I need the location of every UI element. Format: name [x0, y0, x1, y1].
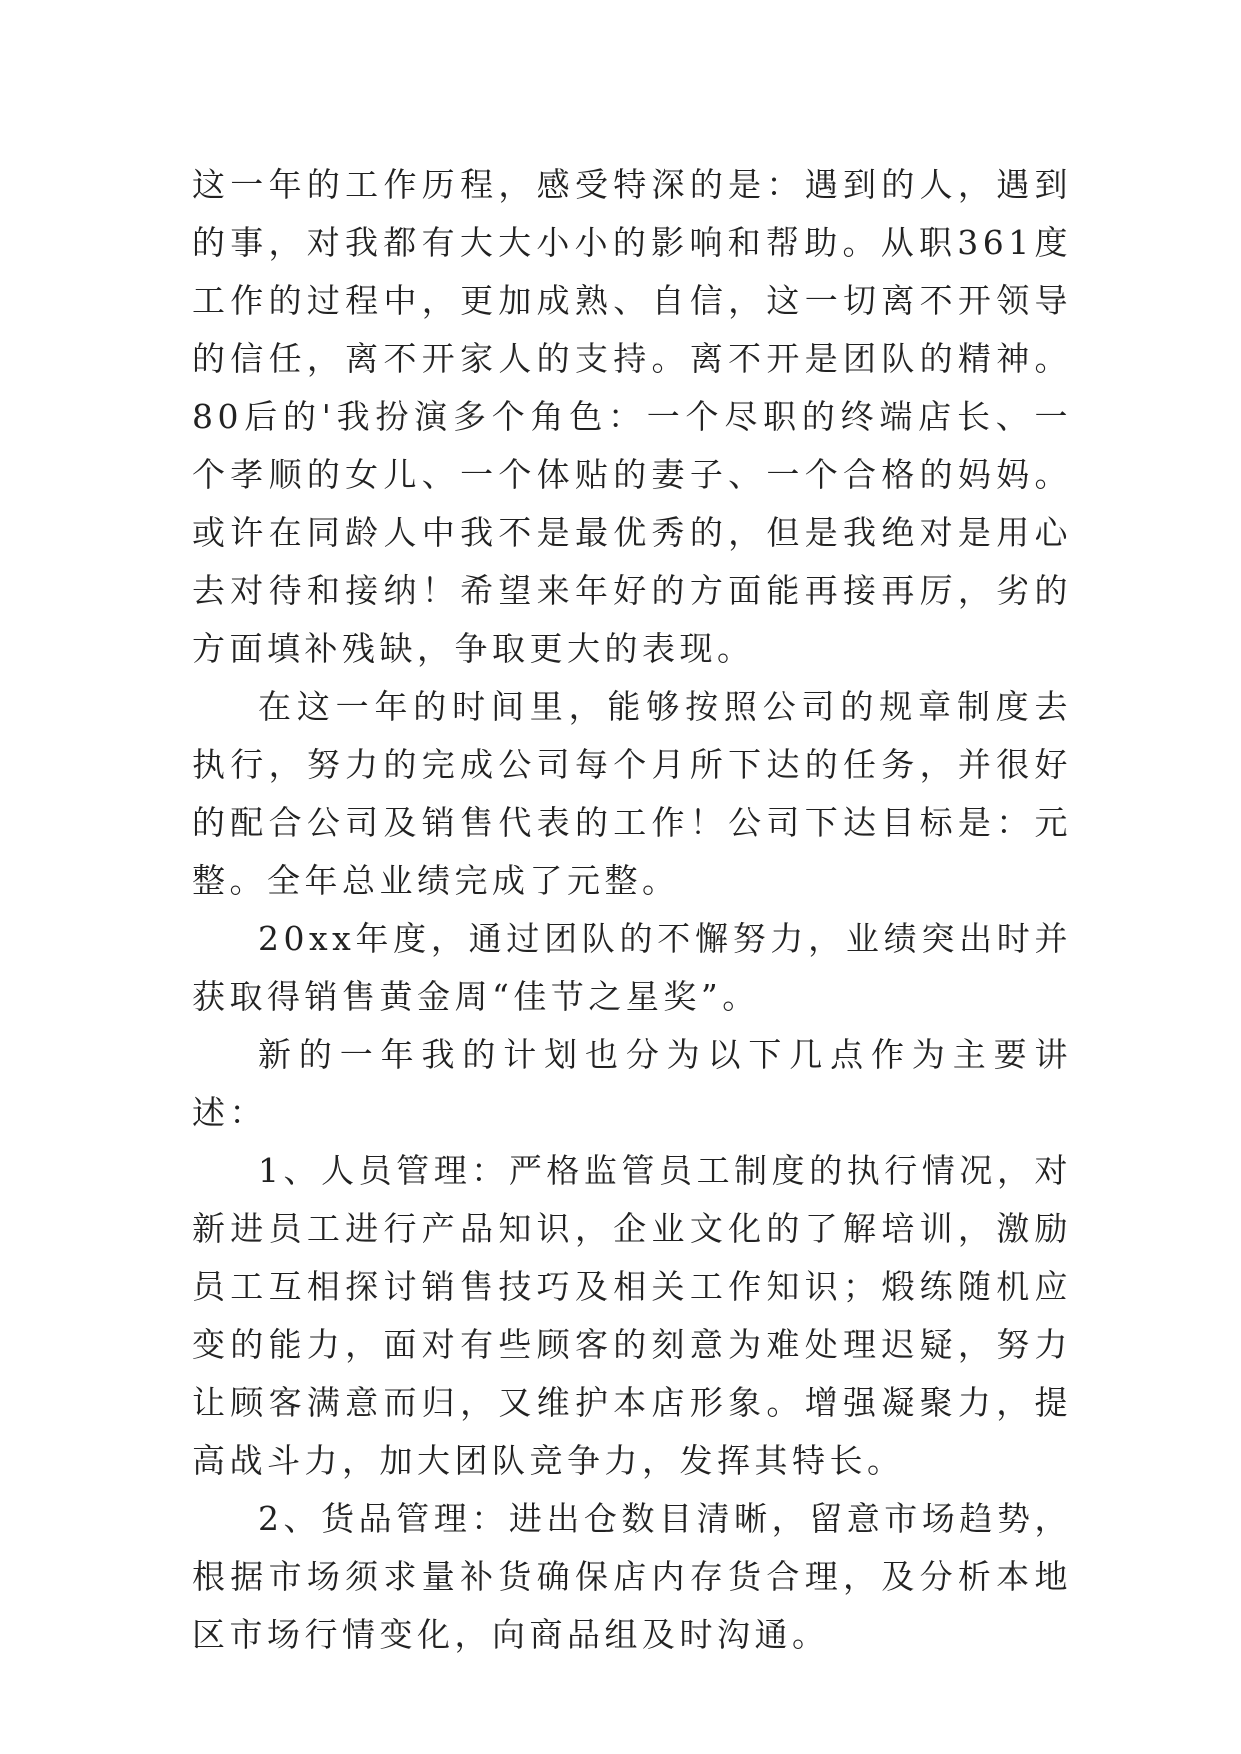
paragraph-plan-intro: 新的一年我的计划也分为以下几点作为主要讲述：	[192, 1035, 1072, 1132]
paragraph-staff-management: 1、人员管理：严格监管员工制度的执行情况，对新进员工进行产品知识，企业文化的了解培训，激励员工互相探讨销售技巧及相关工作知识；煅练随机应变的能力，面对有些顾客的刻意为难处理迟疑，努力让顾客满意而归，又维护本店形象。增强凝聚力，提高战斗力，加大团队竞争力，发挥其特长。	[192, 1151, 1072, 1480]
paragraph-goods-management: 2、货品管理：进出仓数目清晰，留意市场趋势，根据市场须求量补货确保店内存货合理，及分析本地区市场行情变化，向商品组及时沟通。	[192, 1499, 1072, 1654]
document-body	[192, 156, 1072, 1664]
paragraph-award: 20xx年度，通过团队的不懈努力，业绩突出时并获取得销售黄金周“佳节之星奖”。	[192, 919, 1072, 1016]
paragraph-work-reflection: 这一年的工作历程，感受特深的是：遇到的人，遇到的事，对我都有大大小小的影响和帮助。从职361度工作的过程中，更加成熟、自信，这一切离不开领导的信任，离不开家人的支持。离不开是团队的精神。80后的'我扮演多个角色：一个尽职的终端店长、一个孝顺的女儿、一个体贴的妻子、一个合格的妈妈。或许在同龄人中我不是最优秀的，但是我绝对是用心去对待和接纳！希望来年好的方面能再接再厉，劣的方面填补残缺，争取更大的表现。	[192, 165, 1072, 668]
paragraph-company-targets: 在这一年的时间里，能够按照公司的规章制度去执行，努力的完成公司每个月所下达的任务，并很好的配合公司及销售代表的工作！公司下达目标是：元整。全年总业绩完成了元整。	[192, 687, 1072, 900]
